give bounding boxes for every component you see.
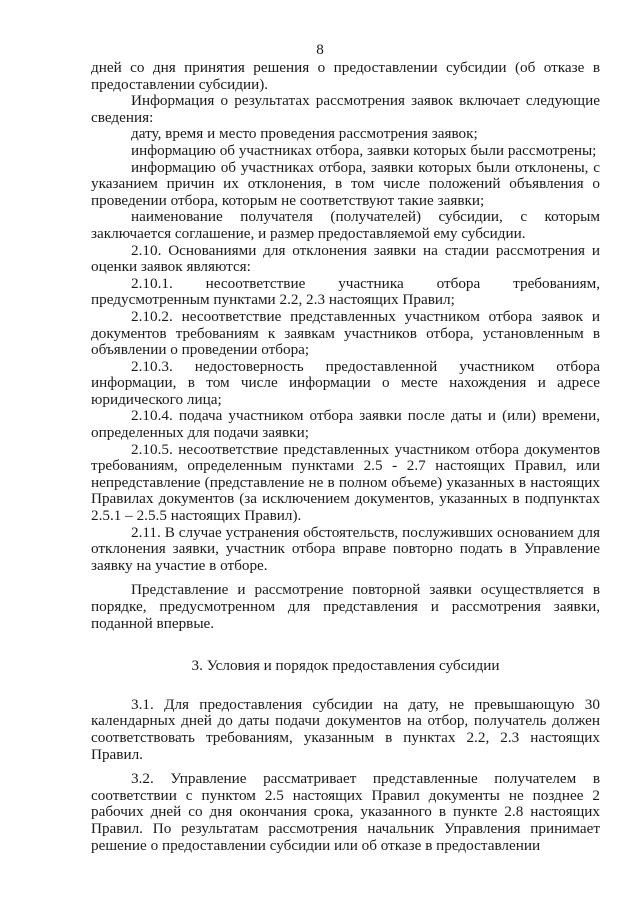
clause: 3.1. Для предоставления субсидии на дату, не превышающую 30 календарных дней до даты подачи документов на отбор, получатель должен соответствовать требованиям, указанным в пунктах 2.2, 2.3 настоящих Правил. [91, 695, 600, 763]
section-heading: 3. Условия и порядок предоставления субсидии [191, 657, 500, 675]
list-item: информацию об участниках отбора, заявки которых были рассмотрены; [131, 141, 597, 159]
clause: 2.11. В случае устранения обстоятельств, послуживших основанием для отклонения заявки, участник отбора вправе повторно подать в Управление заявку на участие в отборе. [91, 523, 600, 574]
paragraph: дней со дня принятия решения о предоставлении субсидии (об отказе в предоставлении субсидии). [91, 59, 600, 93]
clause: 2.10.4. подача участником отбора заявки после даты и (или) времени, определенных для подачи заявки; [91, 407, 600, 442]
list-item: дату, время и место проведения рассмотрения заявок; [131, 125, 478, 143]
page-number: 8 [316, 41, 324, 58]
clause: 2.10.1. несоответствие участника отбора требованиям, предусмотренным пунктами 2.2, 2.3 настоящих Правил; [91, 274, 600, 309]
clause: 2.10. Основаниями для отклонения заявки на стадии рассмотрения и оценки заявок являются: [91, 241, 600, 276]
document-body [91, 60, 600, 854]
clause: 3.2. Управление рассматривает представленные получателем в соответствии с пунктом 2.5 настоящих Правил документы не позднее 2 рабочих дней со дня окончания срока, указанного в пункте 2.8 настоящих Правил. По результатам рассмотрения начальник Управления принимает решение о предоставлении субсидии или об отказе в предоставлении [91, 770, 600, 854]
clause: 2.10.2. несоответствие представленных участником отбора заявок и документов требованиям к заявкам участников отбора, установленным в объявлении о проведении отбора; [91, 307, 600, 359]
clause: 2.10.3. недостоверность предоставленной участником отбора информации, в том числе информации о месте нахождения и адресе юридического лица; [91, 357, 600, 408]
list-item: информацию об участниках отбора, заявки которых были отклонены, с указанием причин их отклонения, в том числе положений объявления о проведении отбора, которым не соответствуют такие заявки; [91, 158, 600, 209]
clause: 2.10.5. несоответствие представленных участником отбора документов требованиям, определенным пунктами 2.5 - 2.7 настоящих Правил, или непредставление (представление не в полном объеме) указанных в настоящих Правилах документов (за исключением документов, указанных в подпунктах 2.5.1 – 2.5.5 настоящих Правил). [91, 440, 600, 525]
paragraph: Информация о результатах рассмотрения заявок включает следующие сведения: [91, 92, 600, 126]
paragraph: Представление и рассмотрение повторной заявки осуществляется в порядке, предусмотренном для представления и рассмотрения заявки, поданной впервые. [91, 581, 600, 632]
list-item: наименование получателя (получателей) субсидии, с которым заключается соглашение, и размер предоставляемой ему субсидии. [91, 208, 600, 242]
